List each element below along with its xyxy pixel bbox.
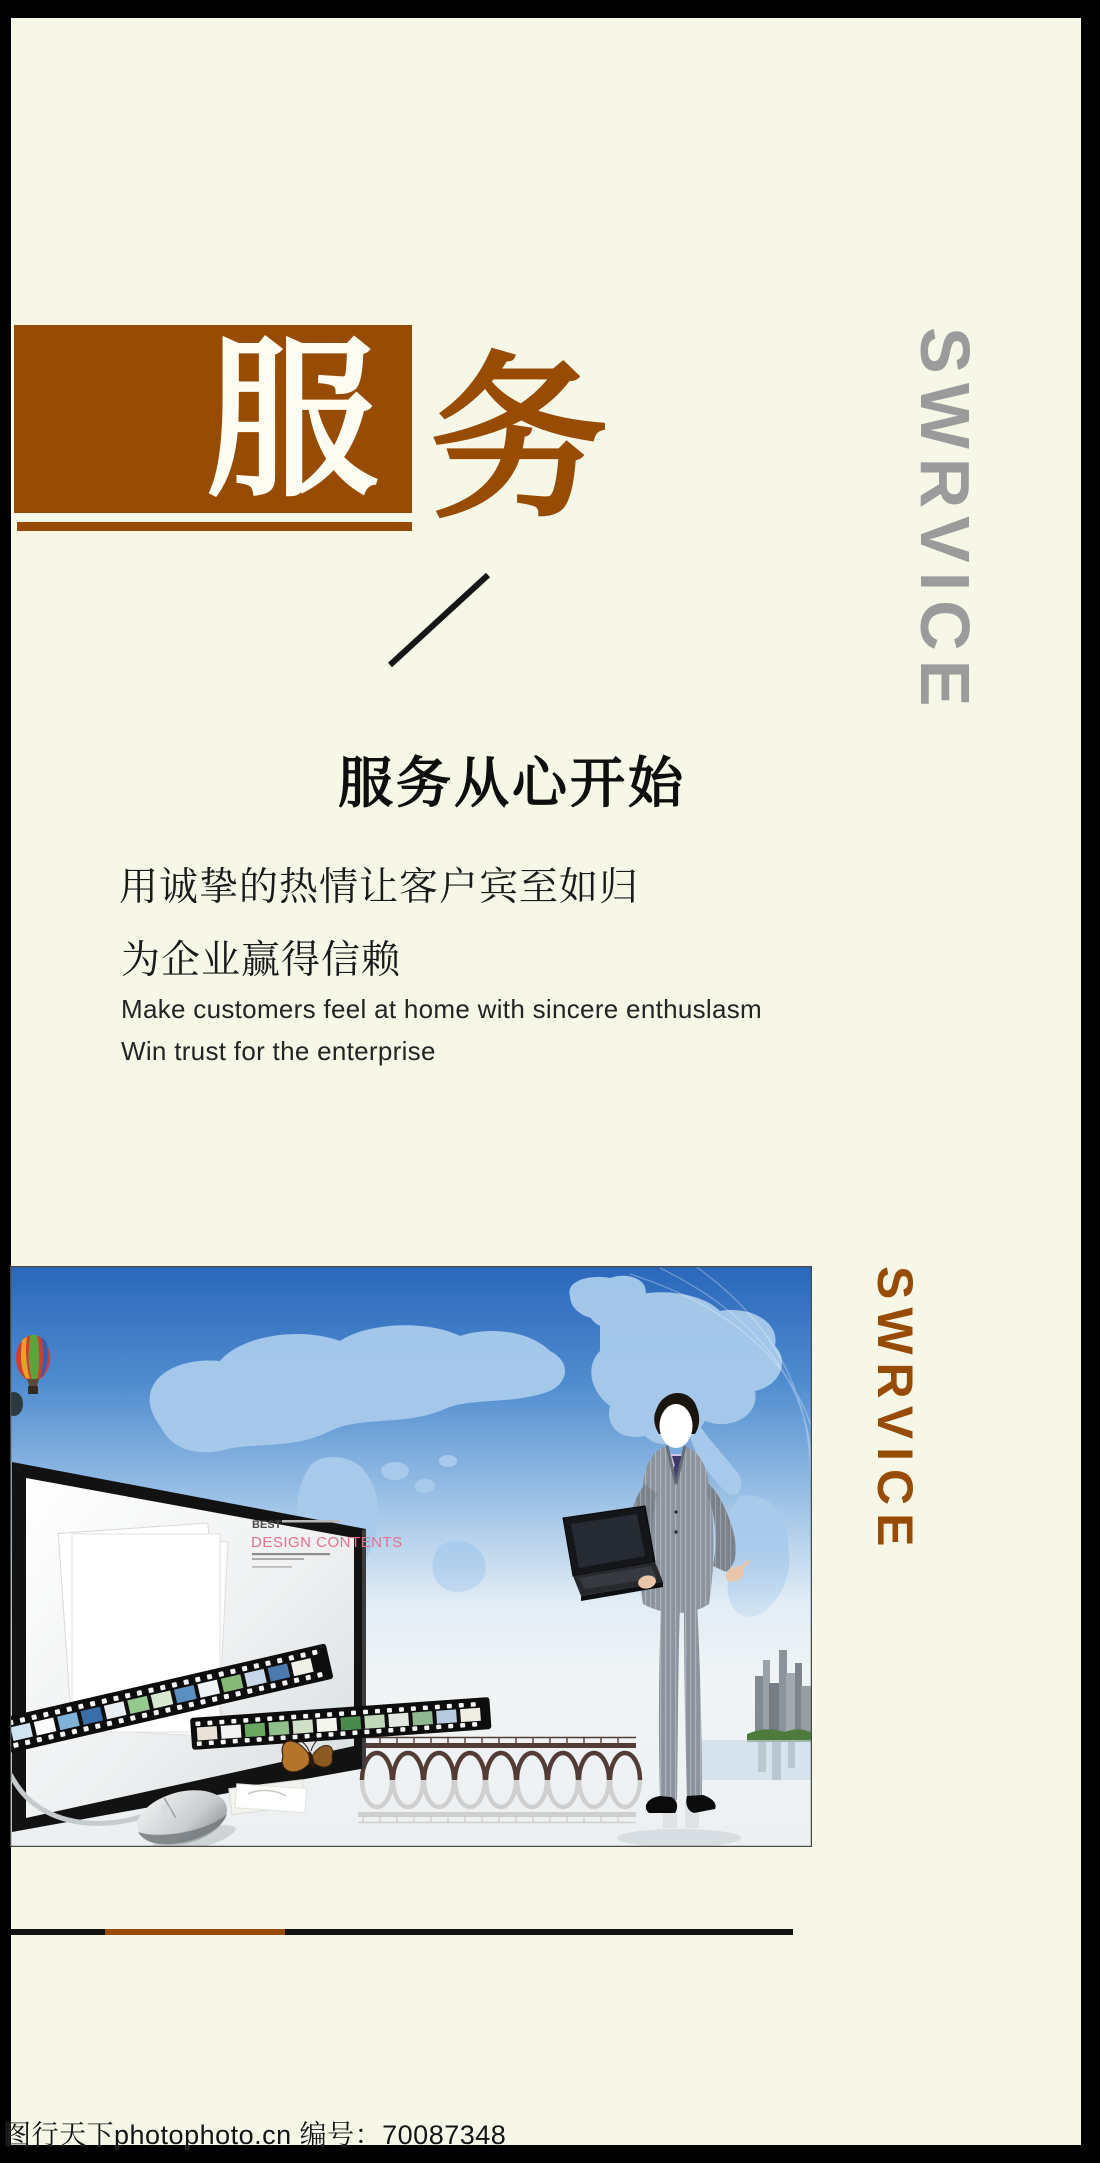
floor-papers (229, 1780, 307, 1815)
water (700, 1740, 812, 1780)
service-photo (10, 1266, 812, 1847)
slogan-heading: 服务从心开始 (338, 751, 687, 815)
side-label-top: SWRVICE (906, 327, 984, 716)
screen-text-design-contents: DESIGN CONTENTS (251, 1534, 403, 1551)
body-en-line1: Make customers feel at home with sincere enthuslasm (121, 994, 763, 1024)
title-char-secondary: 务 (430, 334, 608, 543)
title-char-primary: 服 (206, 318, 378, 521)
side-label-bottom: SWRVICE (867, 1266, 923, 1555)
diagonal-slash (378, 566, 496, 672)
body-en-line2: Win trust for the enterprise (121, 1036, 436, 1066)
title-underline (17, 522, 412, 531)
body-cn-line2: 为企业赢得信赖 (121, 938, 402, 983)
bottom-rule (11, 1929, 793, 1935)
watermark-text: 图行天下photophoto.cn 编号：70087348 (4, 2120, 507, 2150)
screen-text-best: BEST (252, 1519, 282, 1531)
body-cn-line1: 用诚挚的热情让客户宾至如归 (119, 865, 640, 910)
